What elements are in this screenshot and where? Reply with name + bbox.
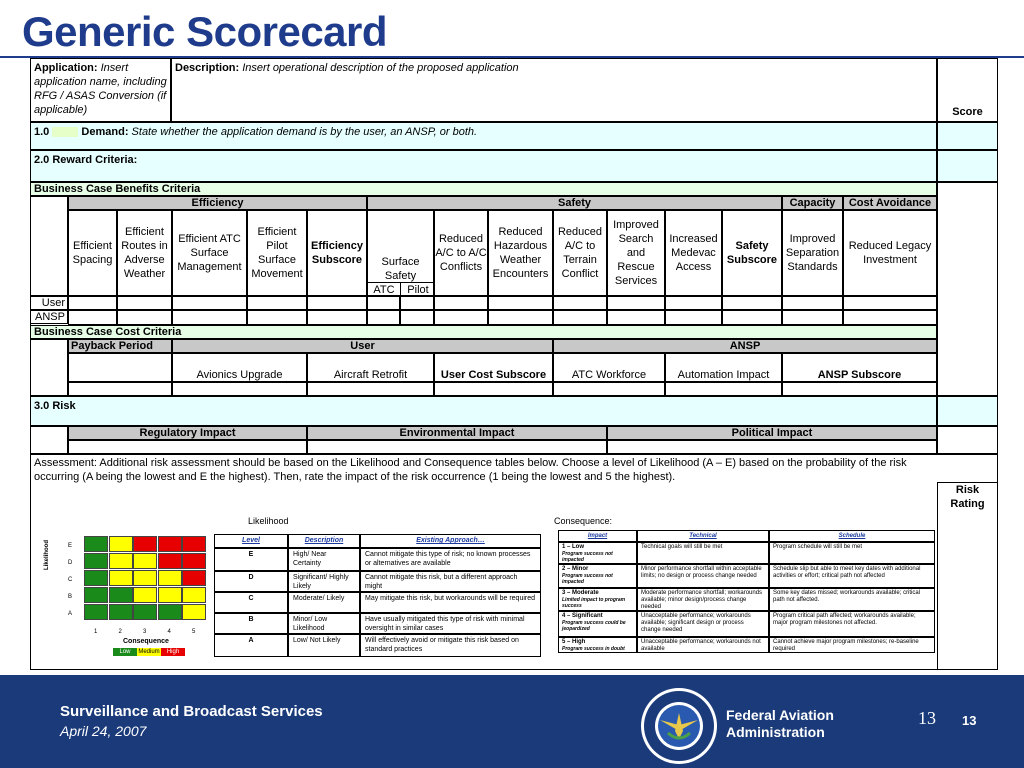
cost-col-retrofit: Aircraft Retrofit <box>307 353 434 382</box>
consequence-schedule-cell: Cannot achieve major program milestones; re-baseline required <box>769 637 935 653</box>
cost-value-atc <box>553 382 665 396</box>
matrix-cell <box>109 570 133 586</box>
matrix-cell <box>182 604 206 620</box>
consequence-schedule-cell: Schedule slip but able to meet key dates with additional activities or effort; critical path not affected <box>769 564 935 588</box>
benefit-value-cell <box>488 296 553 310</box>
matrix-cell <box>84 570 108 586</box>
likelihood-cell: Low/ Not Likely <box>288 634 360 657</box>
matrix-row-label: A <box>68 611 73 617</box>
demand-cell <box>30 122 937 150</box>
impact-environmental-value <box>307 440 607 454</box>
consequence-impact-cell <box>558 542 637 564</box>
benefit-value-cell <box>172 296 247 310</box>
benefit-value-cell <box>553 296 607 310</box>
faa-seal-icon <box>640 687 718 765</box>
matrix-cell <box>133 587 157 603</box>
consequence-technical-cell: Moderate performance shortfall; workarounds available; minor design/process change needed <box>637 588 769 611</box>
reward-score-cell <box>937 150 998 182</box>
likelihood-cell: Cannot mitigate this type of risk; no known processes or alternatives are available <box>360 548 541 571</box>
benefit-value-cell <box>117 296 172 310</box>
cost-value-automation <box>665 382 782 396</box>
consequence-level-desc: Limited impact to program success <box>562 597 626 609</box>
footer <box>0 675 1024 768</box>
col-surface-safety <box>367 210 434 296</box>
likelihood-title: Likelihood <box>248 516 289 526</box>
col-efficiency-subscore: Efficiency Subscore <box>307 210 367 296</box>
page-title: Generic Scorecard <box>22 8 388 55</box>
benefit-value-cell <box>367 296 400 310</box>
benefit-value-cell <box>607 296 665 310</box>
footer-agency-line1: Federal Aviation <box>726 707 834 723</box>
matrix-row-label: E <box>68 543 73 549</box>
benefit-value-cell <box>488 310 553 325</box>
col-safety-subscore: Safety Subscore <box>722 210 782 296</box>
likelihood-cell: May mitigate this risk, but workarounds will be required <box>360 592 541 613</box>
col-efficient-atc: Efficient ATC Surface Management <box>172 210 247 296</box>
matrix-cell <box>84 604 108 620</box>
likelihood-header: Existing Approach… <box>360 534 541 548</box>
footer-date: April 24, 2007 <box>60 723 147 739</box>
col-reduced-terrain: Reduced A/C to Terrain Conflict <box>553 210 607 296</box>
likelihood-cell: Cannot mitigate this risk, but a different approach might <box>360 571 541 592</box>
matrix-cell <box>158 587 182 603</box>
risk-score-cell <box>937 396 998 426</box>
benefit-value-cell <box>665 310 722 325</box>
consequence-level-desc: Program success not impacted <box>562 551 613 563</box>
benefit-value-cell <box>843 310 937 325</box>
matrix-col-label: 4 <box>167 629 171 635</box>
consequence-header: Schedule <box>769 530 935 542</box>
benefit-value-cell <box>782 296 843 310</box>
benefit-value-cell <box>307 296 367 310</box>
group-capacity: Capacity <box>782 196 843 210</box>
matrix-cell <box>109 553 133 569</box>
consequence-level: 2 – Minor <box>562 566 589 572</box>
risk-left-spacer <box>30 426 68 454</box>
consequence-schedule-cell: Program schedule will still be met <box>769 542 935 564</box>
consequence-label: Consequence <box>123 638 169 645</box>
matrix-cell <box>109 536 133 552</box>
matrix-cell <box>133 553 157 569</box>
matrix-col-label: 1 <box>94 629 98 635</box>
demand-label: Demand: <box>81 126 129 138</box>
consequence-impact-cell <box>558 637 637 653</box>
demand-value: State whether the application demand is by the user, an ANSP, or both. <box>131 126 478 138</box>
likelihood-cell: Significant/ Highly Likely <box>288 571 360 592</box>
cost-col-ansp-subscore: ANSP Subscore <box>782 353 937 382</box>
matrix-col-label: 3 <box>143 629 147 635</box>
legend-high: High <box>161 648 185 656</box>
consequence-title: Consequence: <box>554 516 613 526</box>
consequence-header: Technical <box>637 530 769 542</box>
demand-number: 1.0 <box>34 126 50 138</box>
footer-program: Surveillance and Broadcast Services <box>60 703 323 720</box>
matrix-cell <box>182 536 206 552</box>
consequence-level: 1 – Low <box>562 544 585 550</box>
impact-regulatory: Regulatory Impact <box>68 426 307 440</box>
matrix-cell <box>109 587 133 603</box>
assessment-text: Assessment: Additional risk assessment should be based on the Likelihood and Consequence tables below. Choose a level of Likelihood (A – E) based on the probability of the risk occurring (A being the lowest and E the highest). Then, rate the impact of the risk occurrence (1 being the lowest and 5 the highest). <box>34 457 907 483</box>
matrix-cell <box>158 536 182 552</box>
cost-left-spacer <box>30 339 68 396</box>
matrix-cell <box>84 587 108 603</box>
application-value: Insert application name, including RFG / ASAS Conversion (if applicable) <box>34 62 167 116</box>
consequence-impact-cell <box>558 588 637 611</box>
cost-group-user: User <box>172 339 553 353</box>
benefit-value-cell <box>553 310 607 325</box>
surface-sub-pilot: Pilot <box>401 282 434 296</box>
benefit-value-cell <box>68 310 117 325</box>
legend-medium: Medium <box>138 649 160 655</box>
matrix-cell <box>84 553 108 569</box>
col-reduced-ac-conflicts: Reduced A/C to A/C Conflicts <box>434 210 488 296</box>
benefit-value-cell <box>434 310 488 325</box>
consequence-schedule-cell: Program critical path affected; workarounds available; major program milestones not affected. <box>769 611 935 637</box>
benefits-score-cell <box>937 182 998 396</box>
consequence-level-desc: Program success could be jeopardized <box>562 620 626 632</box>
cost-value-payback <box>68 382 172 396</box>
benefit-value-cell <box>68 296 117 310</box>
matrix-row-label: D <box>68 560 73 566</box>
consequence-technical-cell: Technical goals will still be met <box>637 542 769 564</box>
cost-group-payback: Payback Period <box>68 339 172 353</box>
consequence-level: 3 – Moderate <box>562 590 599 596</box>
impact-political-value <box>607 440 937 454</box>
cost-payback-value <box>68 353 172 382</box>
score-label: Score <box>952 106 983 118</box>
row-ansp-label: ANSP <box>30 310 68 324</box>
surface-sub-atc: ATC <box>368 282 401 296</box>
consequence-header: Impact <box>558 530 637 542</box>
likelihood-cell: Moderate/ Likely <box>288 592 360 613</box>
consequence-technical-cell: Minor performance shortfall within acceptable limits; no design or process change needed <box>637 564 769 588</box>
likelihood-cell: Have usually mitigated this type of risk with minimal oversight in similar cases <box>360 613 541 634</box>
matrix-col-label: 2 <box>118 629 122 635</box>
col-efficient-spacing: Efficient Spacing <box>68 210 117 296</box>
benefit-value-cell <box>434 296 488 310</box>
matrix-cell <box>182 587 206 603</box>
likelihood-cell: D <box>214 571 288 592</box>
likelihood-cell: Minor/ Low Likelihood <box>288 613 360 634</box>
footer-page-number: 13 <box>962 713 977 728</box>
benefit-value-cell <box>782 310 843 325</box>
benefit-value-cell <box>307 310 367 325</box>
risk-heading: 3.0 Risk <box>30 396 937 426</box>
group-cost-avoidance: Cost Avoidance <box>843 196 937 210</box>
description-cell <box>171 58 937 122</box>
cost-group-ansp: ANSP <box>553 339 937 353</box>
consequence-schedule-cell: Some key dates missed; workarounds available; critical path not affected. <box>769 588 935 611</box>
benefit-value-cell <box>722 296 782 310</box>
likelihood-cell: C <box>214 592 288 613</box>
reward-criteria-label: 2.0 Reward Criteria: <box>34 154 138 166</box>
impact-political: Political Impact <box>607 426 937 440</box>
matrix-row-label: B <box>68 594 73 600</box>
legend-low: Low <box>113 648 137 656</box>
likelihood-cell: A <box>214 634 288 657</box>
cost-col-atc-workforce: ATC Workforce <box>553 353 665 382</box>
reward-criteria-cell <box>30 150 937 182</box>
cost-col-user-subscore: User Cost Subscore <box>434 353 553 382</box>
impact-environmental: Environmental Impact <box>307 426 607 440</box>
col-efficient-routes: Efficient Routes in Adverse Weather <box>117 210 172 296</box>
benefit-value-cell <box>172 310 247 325</box>
matrix-cell <box>109 604 133 620</box>
cost-heading: Business Case Cost Criteria <box>30 325 937 339</box>
col-legacy: Reduced Legacy Investment <box>843 210 937 296</box>
benefits-heading: Business Case Benefits Criteria <box>30 182 937 196</box>
impact-score-cell <box>937 426 998 454</box>
benefit-value-cell <box>247 310 307 325</box>
score-header-cell <box>937 58 998 122</box>
matrix-cell <box>133 604 157 620</box>
surface-safety-label: Surface Safety <box>381 256 420 282</box>
application-cell <box>30 58 171 122</box>
group-efficiency: Efficiency <box>68 196 367 210</box>
col-reduced-weather: Reduced Hazardous Weather Encounters <box>488 210 553 296</box>
benefit-value-cell <box>117 310 172 325</box>
footer-agency-line2: Administration <box>726 724 825 740</box>
benefit-value-cell <box>722 310 782 325</box>
demand-highlight <box>52 127 78 137</box>
group-safety: Safety <box>367 196 782 210</box>
likelihood-cell: High/ Near Certainty <box>288 548 360 571</box>
col-medevac: Increased Medevac Access <box>665 210 722 296</box>
footer-page-serif: 13 <box>918 708 936 728</box>
likelihood-header: Description <box>288 534 360 548</box>
matrix-cell <box>84 536 108 552</box>
cost-col-automation: Automation Impact <box>665 353 782 382</box>
description-value: Insert operational description of the proposed application <box>242 62 519 74</box>
demand-score-cell <box>937 122 998 150</box>
matrix-cell <box>158 553 182 569</box>
impact-regulatory-value <box>68 440 307 454</box>
cost-col-avionics: Avionics Upgrade <box>172 353 307 382</box>
benefit-value-cell <box>607 310 665 325</box>
likelihood-cell: Will effectively avoid or mitigate this risk based on standard practices <box>360 634 541 657</box>
consequence-level-desc: Program success not impacted <box>562 573 613 585</box>
row-user-label: User <box>30 296 68 310</box>
consequence-impact-cell <box>558 564 637 588</box>
consequence-level-desc: Program success in doubt <box>562 646 625 652</box>
matrix-cell <box>182 553 206 569</box>
cost-value-ansp-subscore <box>782 382 937 396</box>
risk-rating-label: Risk Rating <box>937 482 998 670</box>
col-separation: Improved Separation Standards <box>782 210 843 296</box>
consequence-level: 4 – Significant <box>562 613 603 619</box>
consequence-level: 5 – High <box>562 639 586 645</box>
cost-value-avionics <box>172 382 307 396</box>
matrix-col-label: 5 <box>192 629 196 635</box>
benefit-value-cell <box>400 310 434 325</box>
consequence-technical-cell: Unacceptable performance; workarounds available; significant design or process change needed <box>637 611 769 637</box>
likelihood-cell: B <box>214 613 288 634</box>
cost-value-user-subscore <box>434 382 553 396</box>
cost-value-retrofit <box>307 382 434 396</box>
matrix-cell <box>133 570 157 586</box>
benefits-left-spacer <box>30 196 68 296</box>
matrix-cell <box>158 604 182 620</box>
matrix-cell <box>133 536 157 552</box>
benefit-value-cell <box>367 310 400 325</box>
description-label: Description: <box>175 62 240 74</box>
benefit-value-cell <box>247 296 307 310</box>
likelihood-cell: E <box>214 548 288 571</box>
matrix-cell <box>182 570 206 586</box>
likelihood-axis-label: Likelihood <box>44 540 50 570</box>
matrix-cell <box>158 570 182 586</box>
likelihood-header: Level <box>214 534 288 548</box>
matrix-row-label: C <box>68 577 73 583</box>
benefit-value-cell <box>400 296 434 310</box>
benefit-value-cell <box>843 296 937 310</box>
consequence-technical-cell: Unacceptable performance; workarounds not available <box>637 637 769 653</box>
col-search-rescue: Improved Search and Rescue Services <box>607 210 665 296</box>
benefit-value-cell <box>665 296 722 310</box>
col-efficient-pilot: Efficient Pilot Surface Movement <box>247 210 307 296</box>
consequence-impact-cell <box>558 611 637 637</box>
application-label: Application: <box>34 62 98 74</box>
